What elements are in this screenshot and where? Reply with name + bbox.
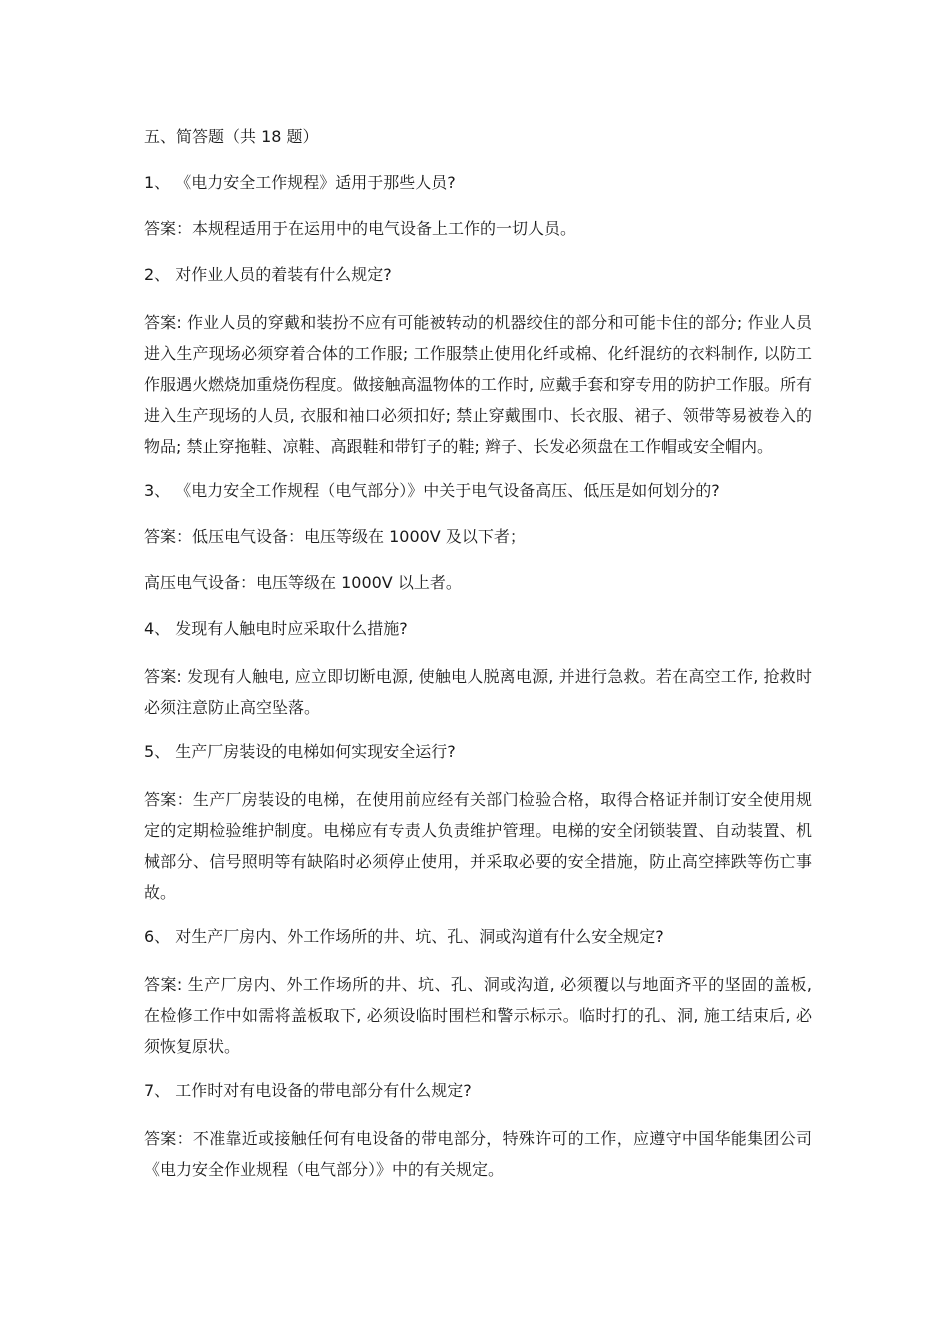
answer-3-line-2: 高压电气设备：电压等级在 1000V 以上者。 (144, 573, 462, 592)
question-4: 4、 发现有人触电时应采取什么措施? (144, 619, 408, 638)
question-1: 1、 《电力安全工作规程》适用于那些人员? (144, 173, 456, 192)
answer-7: 答案：不准靠近或接触任何有电设备的带电部分，特殊许可的工作，应遵守中国华能集团公司《电力安全作业规程（电气部分）》中的有关规定。 (144, 1129, 812, 1179)
answer-6: 答案: 生产厂房内、外工作场所的井、坑、孔、洞或沟道, 必须覆以与地面齐平的坚固的盖板, 在检修工作中如需将盖板取下, 必须设临时围栏和警示标示。临时打的孔、洞, 施工结束后, 必须恢复原状。 (144, 975, 812, 1056)
answer-1: 答案：本规程适用于在运用中的电气设备上工作的一切人员。 (144, 219, 577, 238)
question-5: 5、 生产厂房装设的电梯如何实现安全运行? (144, 742, 456, 761)
answer-3-line-1: 答案：低压电气设备：电压等级在 1000V 及以下者； (144, 527, 526, 546)
question-2: 2、 对作业人员的着装有什么规定? (144, 265, 392, 284)
question-3: 3、 《电力安全工作规程（电气部分）》中关于电气设备高压、低压是如何划分的? (144, 481, 720, 500)
answer-2: 答案: 作业人员的穿戴和装扮不应有可能被转动的机器绞住的部分和可能卡住的部分; 作业人员进入生产现场必须穿着合体的工作服; 工作服禁止使用化纤或棉、化纤混纺的衣料制作, 以防工作服遇火燃烧加重烧伤程度。做接触高温物体的工作时, 应戴手套和穿专用的防护工作服。所有进入生产现场的人员, 衣服和袖口必须扣好; 禁止穿戴围巾、长衣服、裙子、领带等易被卷入的物品; 禁止穿拖鞋、凉鞋、高跟鞋和带钉子的鞋; 辫子、长发必须盘在工作帽或安全帽内。 (144, 313, 812, 456)
question-7: 7、 工作时对有电设备的带电部分有什么规定? (144, 1081, 472, 1100)
section-title: 五、简答题（共 18 题） (144, 127, 319, 146)
question-6: 6、 对生产厂房内、外工作场所的井、坑、孔、洞或沟道有什么安全规定? (144, 927, 664, 946)
answer-5: 答案：生产厂房装设的电梯，在使用前应经有关部门检验合格，取得合格证并制订安全使用规定的定期检验维护制度。电梯应有专责人负责维护管理。电梯的安全闭锁装置、自动装置、机械部分、信号照明等有缺陷时必须停止使用，并采取必要的安全措施，防止高空摔跌等伤亡事故。 (144, 790, 812, 902)
answer-4: 答案: 发现有人触电, 应立即切断电源, 使触电人脱离电源, 并进行急救。若在高空工作, 抢救时必须注意防止高空坠落。 (144, 667, 812, 717)
document-page (144, 123, 812, 1200)
